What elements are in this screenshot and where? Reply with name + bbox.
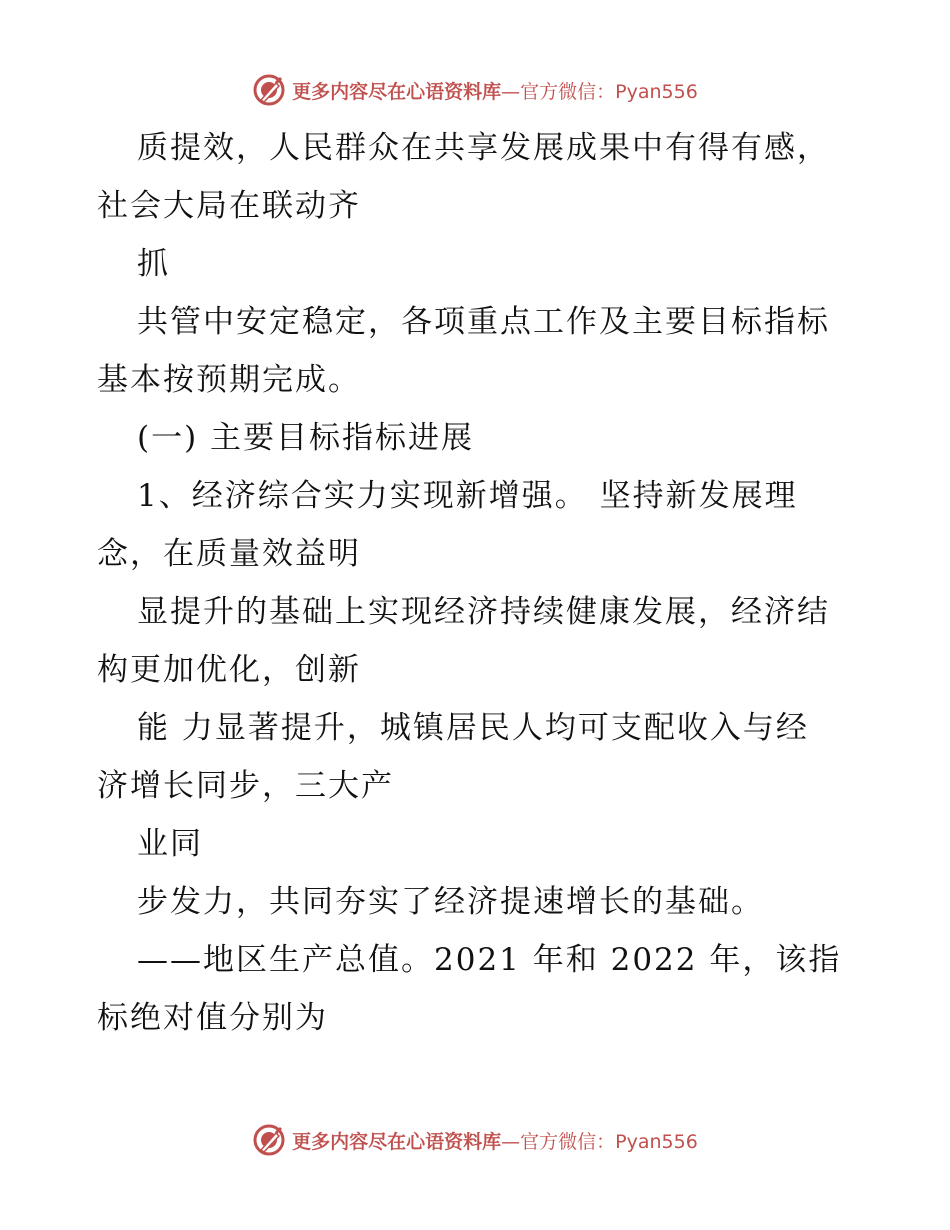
paragraph-line: 步发力，共同夯实了经济提速增长的基础。 [137,884,764,920]
paragraph-line: 能 力显著提升，城镇居民人均可支配收入与经 [137,710,809,746]
paragraph-line: 质提效，人民群众在共享发展成果中有得有感， [137,130,830,166]
watermark-footer [0,1123,950,1157]
paragraph-line: 念，在质量效益明 [97,536,361,572]
paragraph-line: 共管中安定稳定，各项重点工作及主要目标指标 [137,304,830,340]
paragraph-line: 1、经济综合实力实现新增强。 坚持新发展理 [137,478,798,514]
paragraph-line: 构更加优化，创新 [97,652,361,688]
paragraph-line: ——地区生产总值。2021 年和 2022 年，该指 [137,942,842,978]
paragraph-line: 业同 [137,826,203,862]
paragraph-line: 济增长同步，三大产 [97,768,394,804]
pen-nib-circle-icon [252,1123,286,1157]
paragraph-line: 社会大局在联动齐 [97,188,361,224]
paragraph-line: 抓 [137,246,170,282]
section-heading: (一) 主要目标指标进展 [137,420,475,456]
paragraph-line: 显提升的基础上实现经济持续健康发展，经济结 [137,594,830,630]
watermark-text: 更多内容尽在心语资料库—官方微信：Pyan556 [292,80,698,103]
paragraph-line: 基本按预期完成。 [97,362,361,398]
watermark-text: 更多内容尽在心语资料库—官方微信：Pyan556 [292,1130,698,1153]
paragraph-line: 标绝对值分别为 [97,1000,328,1036]
